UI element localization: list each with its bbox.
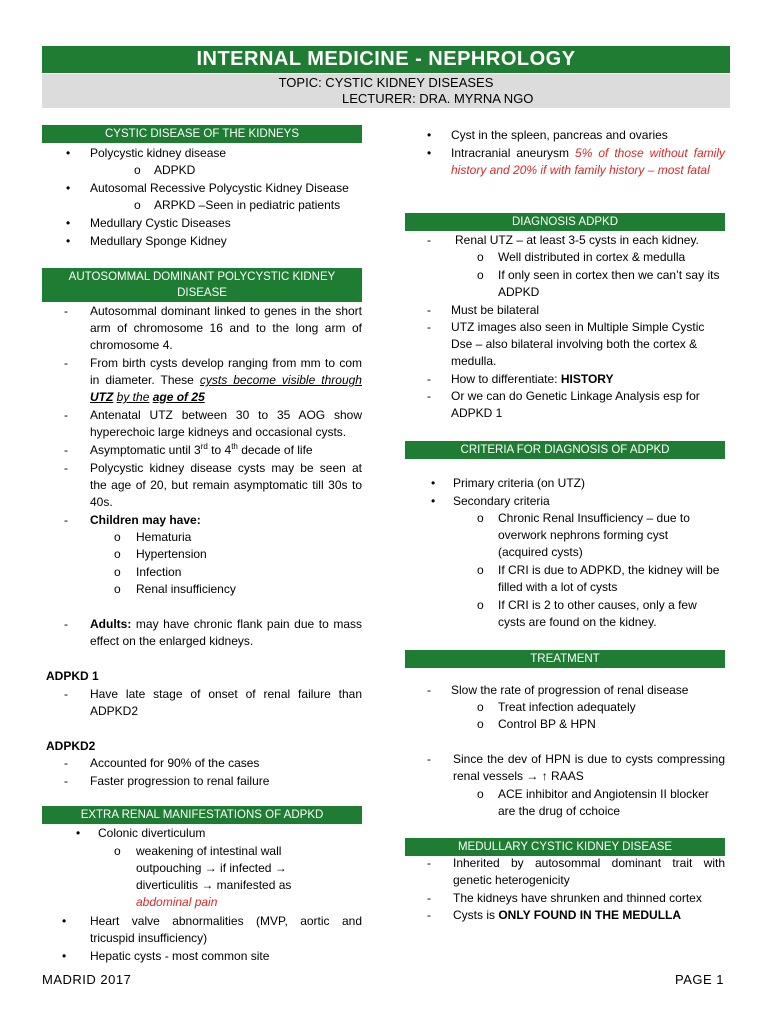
- list-item: Renal insufficiency: [136, 582, 236, 596]
- sup: th: [231, 442, 238, 451]
- underlined-text: UTZ: [90, 390, 114, 404]
- list-item: If CRI is 2 to other causes, only a few cysts are found on the kidney.: [498, 598, 697, 629]
- list-item: If only seen in cortex then we can’t say its ADPKD: [498, 268, 720, 299]
- section-header: AUTOSOMMAL DOMINANT POLYCYSTIC KIDNEY DISEASE: [42, 268, 362, 302]
- sub-bullet: o: [114, 547, 121, 561]
- bullet: •: [66, 234, 71, 248]
- bullet: •: [76, 826, 81, 840]
- sub-bullet: o: [134, 163, 141, 177]
- bullet: •: [66, 216, 71, 230]
- list-item: Hepatic cysts - most common site: [90, 949, 270, 963]
- dash: -: [64, 756, 68, 770]
- list-item: If CRI is due to ADPKD, the kidney will be filled with a lot of cysts: [498, 563, 720, 594]
- list-item: Well distributed in cortex & medulla: [498, 250, 686, 264]
- list-item: UTZ images also seen in Multiple Simple Cystic Dse – also bilateral involving both the cortex & medulla.: [451, 320, 705, 368]
- bullet: •: [62, 914, 67, 928]
- dash: -: [427, 303, 431, 317]
- paragraph: [90, 355, 362, 406]
- list-item: ADPKD: [154, 163, 196, 177]
- list-item: Hematuria: [136, 530, 192, 544]
- dash: -: [427, 683, 431, 697]
- list-item: Hypertension: [136, 547, 207, 561]
- red-text: abdominal pain: [136, 895, 218, 909]
- dash: -: [64, 513, 68, 527]
- text: to 4: [207, 443, 232, 457]
- list-item: ARPKD –Seen in pediatric patients: [154, 198, 341, 212]
- bullet: •: [431, 476, 436, 490]
- dash: -: [64, 356, 68, 370]
- list-item: Slow the rate of progression of renal disease: [451, 683, 689, 697]
- list-item: Treat infection adequately: [498, 700, 636, 714]
- dash: -: [64, 408, 68, 422]
- list-item: Autosomal Recessive Polycystic Kidney Disease: [90, 181, 349, 195]
- lecturer-line: LECTURER: DRA. MYRNA NGO: [342, 91, 534, 106]
- red-text: 5% of those without family history and 20% if with family history – most fatal: [451, 146, 725, 177]
- sub-bullet: o: [477, 717, 484, 731]
- paragraph: Accounted for 90% of the cases: [90, 756, 260, 770]
- dash: -: [427, 891, 431, 905]
- underlined-text: cysts become visible through: [199, 373, 362, 387]
- list-item: Inherited by autosommal dominant trait with genetic heterogenicity: [453, 856, 725, 887]
- sub-bullet: o: [114, 530, 121, 544]
- section-header: CYSTIC DISEASE OF THE KIDNEYS: [42, 125, 362, 143]
- bullet: •: [66, 181, 71, 195]
- sub-bullet: o: [477, 511, 484, 525]
- sub-bullet: o: [477, 700, 484, 714]
- section-header: DIAGNOSIS ADPKD: [405, 213, 725, 231]
- topic-line: TOPIC: CYSTIC KIDNEY DISEASES: [278, 75, 494, 90]
- sub-bullet: o: [114, 565, 121, 579]
- bold-text: Adults:: [90, 617, 132, 631]
- list-item: Secondary criteria: [453, 494, 550, 508]
- subheading: ADPKD2: [46, 739, 96, 753]
- list-item: Primary criteria (on UTZ): [453, 476, 586, 490]
- bullet: •: [66, 146, 71, 160]
- dash: -: [64, 461, 68, 475]
- sup: rd: [200, 442, 208, 451]
- bold-text: HISTORY: [560, 372, 614, 386]
- list-item: [136, 843, 336, 911]
- bullet: •: [431, 494, 436, 508]
- list-item: ACE inhibitor and Angiotensin II blocker are the drug of cchoice: [498, 787, 709, 818]
- list-item: Must be bilateral: [451, 303, 540, 317]
- dash: -: [427, 372, 431, 386]
- sub-bullet: o: [114, 844, 121, 858]
- list-item: Colonic diverticulum: [98, 826, 206, 840]
- dash: -: [427, 233, 431, 247]
- dash: -: [64, 443, 68, 457]
- list-item: Chronic Renal Insufficiency – due to overwork nephrons forming cyst (acquired cysts): [498, 511, 690, 559]
- sub-bullet: o: [477, 250, 484, 264]
- sub-bullet: o: [477, 563, 484, 577]
- text: may have chronic flank pain due to mass effect on the enlarged kidneys.: [90, 617, 362, 648]
- paragraph: Have late stage of onset of renal failure than ADPKD2: [90, 687, 362, 718]
- dash: -: [64, 304, 68, 318]
- paragraph: Faster progression to renal failure: [90, 774, 270, 788]
- paragraph: [90, 616, 362, 650]
- section-header: MEDULLARY CYSTIC KIDNEY DISEASE: [405, 838, 725, 856]
- bullet: •: [427, 128, 432, 142]
- sub-bullet: o: [477, 598, 484, 612]
- list-item: Medullary Sponge Kidney: [90, 234, 227, 248]
- list-item: [451, 145, 725, 179]
- dash: -: [427, 389, 431, 403]
- bullet: •: [62, 949, 67, 963]
- sub-bullet: o: [114, 582, 121, 596]
- sub-bullet: o: [477, 268, 484, 282]
- paragraph: Polycystic kidney disease cysts may be seen at the age of 20, but remain asymptomatic till 30s to 40s.: [90, 461, 362, 509]
- dash: -: [64, 617, 68, 631]
- list-item: Since the dev of HPN is due to cysts compressing renal vessels → ↑ RAAS: [453, 752, 725, 783]
- text: Intracranial aneurysm: [451, 146, 570, 160]
- text: Cysts is: [453, 908, 495, 922]
- text: Asymptomatic until 3: [90, 443, 201, 457]
- sub-bullet: o: [477, 787, 484, 801]
- dash: -: [64, 687, 68, 701]
- list-item: [451, 371, 614, 388]
- paragraph: Children may have:: [90, 513, 201, 527]
- text: decade of life: [237, 443, 313, 457]
- footer-left: MADRID 2017: [42, 972, 132, 987]
- list-item: The kidneys have shrunken and thinned cortex: [453, 891, 702, 905]
- page-banner: INTERNAL MEDICINE - NEPHROLOGY: [42, 46, 730, 73]
- list-item: Cyst in the spleen, pancreas and ovaries: [451, 128, 668, 142]
- paragraph: Antenatal UTZ between 30 to 35 AOG show hyperechoic large kidneys and occasional cysts.: [90, 408, 362, 439]
- underlined-text: age of 25: [152, 390, 205, 404]
- list-item: Control BP & HPN: [498, 717, 596, 731]
- list-item: Or we can do Genetic Linkage Analysis esp for ADPKD 1: [451, 389, 700, 420]
- list-item: [453, 907, 681, 924]
- list-item: Polycystic kidney disease: [90, 146, 227, 160]
- text: How to differentiate:: [451, 372, 558, 386]
- section-header: CRITERIA FOR DIAGNOSIS OF ADPKD: [405, 441, 725, 459]
- dash: -: [427, 320, 431, 334]
- list-item: Medullary Cystic Diseases: [90, 216, 231, 230]
- dash: -: [427, 908, 431, 922]
- footer-page-number: PAGE 1: [674, 972, 724, 987]
- underlined-text: by the: [116, 390, 150, 404]
- text: From birth cysts develop ranging from mm to com in diameter. These: [90, 356, 362, 387]
- section-header: TREATMENT: [405, 650, 725, 668]
- dash: -: [427, 752, 431, 766]
- text: weakening of intestinal wall outpouching → if infected → diverticulitis → manifested as: [136, 844, 292, 892]
- topic-bar: [42, 74, 730, 108]
- paragraph: [90, 442, 313, 459]
- list-item: Heart valve abnormalities (MVP, aortic and tricuspid insufficiency): [90, 914, 362, 945]
- list-item: Infection: [136, 565, 182, 579]
- paragraph: Autosommal dominant linked to genes in the short arm of chromosome 16 and to the long arm of chromosome 4.: [90, 304, 362, 352]
- list-item: Renal UTZ – at least 3-5 cysts in each kidney.: [455, 233, 699, 247]
- subheading: ADPKD 1: [46, 669, 99, 683]
- dash: -: [64, 774, 68, 788]
- section-header: EXTRA RENAL MANIFESTATIONS OF ADPKD: [42, 806, 362, 824]
- dash: -: [427, 856, 431, 870]
- bold-text: ONLY FOUND IN THE MEDULLA: [498, 908, 682, 922]
- sub-bullet: o: [134, 198, 141, 212]
- bullet: •: [427, 146, 432, 160]
